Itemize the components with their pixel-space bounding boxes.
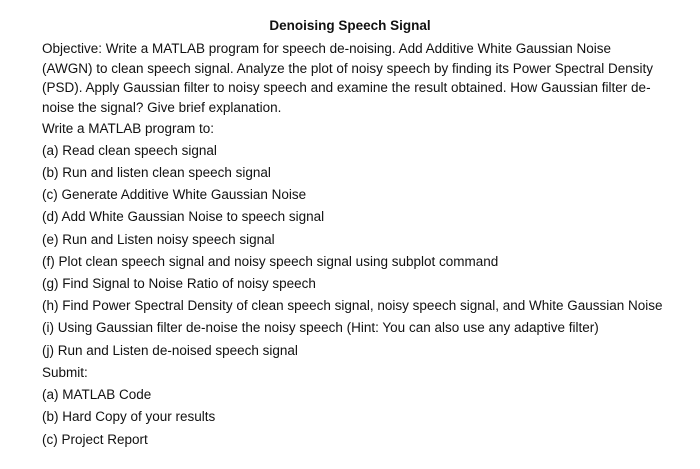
task-item-d: (d) Add White Gaussian Noise to speech signal	[42, 209, 325, 224]
objective-line: (PSD). Apply Gaussian filter to noisy speech and examine the result obtained. How Gaussian filter de-	[42, 80, 651, 95]
objective-line: noise the signal? Give brief explanation.	[42, 99, 282, 115]
task-item-b: (b) Run and listen clean speech signal	[42, 165, 271, 180]
task-item-j: (j) Run and Listen de-noised speech signal	[42, 343, 298, 358]
task-item-i: (i) Using Gaussian filter de-noise the noisy speech (Hint: You can also use any adaptive filter)	[42, 320, 599, 335]
task-item-e: (e) Run and Listen noisy speech signal	[42, 232, 275, 247]
objective-paragraph	[42, 39, 672, 117]
submit-item-a: (a) MATLAB Code	[42, 387, 152, 402]
document-title: Denoising Speech Signal	[269, 18, 431, 33]
task-item-c: (c) Generate Additive White Gaussian Noise	[42, 187, 307, 202]
task-item-g: (g) Find Signal to Noise Ratio of noisy speech	[42, 276, 316, 291]
objective-line: (AWGN) to clean speech signal. Analyze the plot of noisy speech by finding its Power Spectral Density	[42, 60, 654, 76]
task-item-f: (f) Plot clean speech signal and noisy speech signal using subplot command	[42, 254, 499, 269]
objective-line: Objective: Write a MATLAB program for speech de-noising. Add Additive White Gaussian Noise	[42, 41, 612, 56]
submit-item-c: (c) Project Report	[42, 432, 148, 447]
task-item-a: (a) Read clean speech signal	[42, 143, 217, 158]
submit-item-b: (b) Hard Copy of your results	[42, 409, 216, 424]
task-item-h: (h) Find Power Spectral Density of clean speech signal, noisy speech signal, and White Gaussian Noise	[42, 298, 663, 313]
submit-heading: Submit:	[42, 365, 88, 380]
program-heading: Write a MATLAB program to:	[42, 121, 215, 136]
